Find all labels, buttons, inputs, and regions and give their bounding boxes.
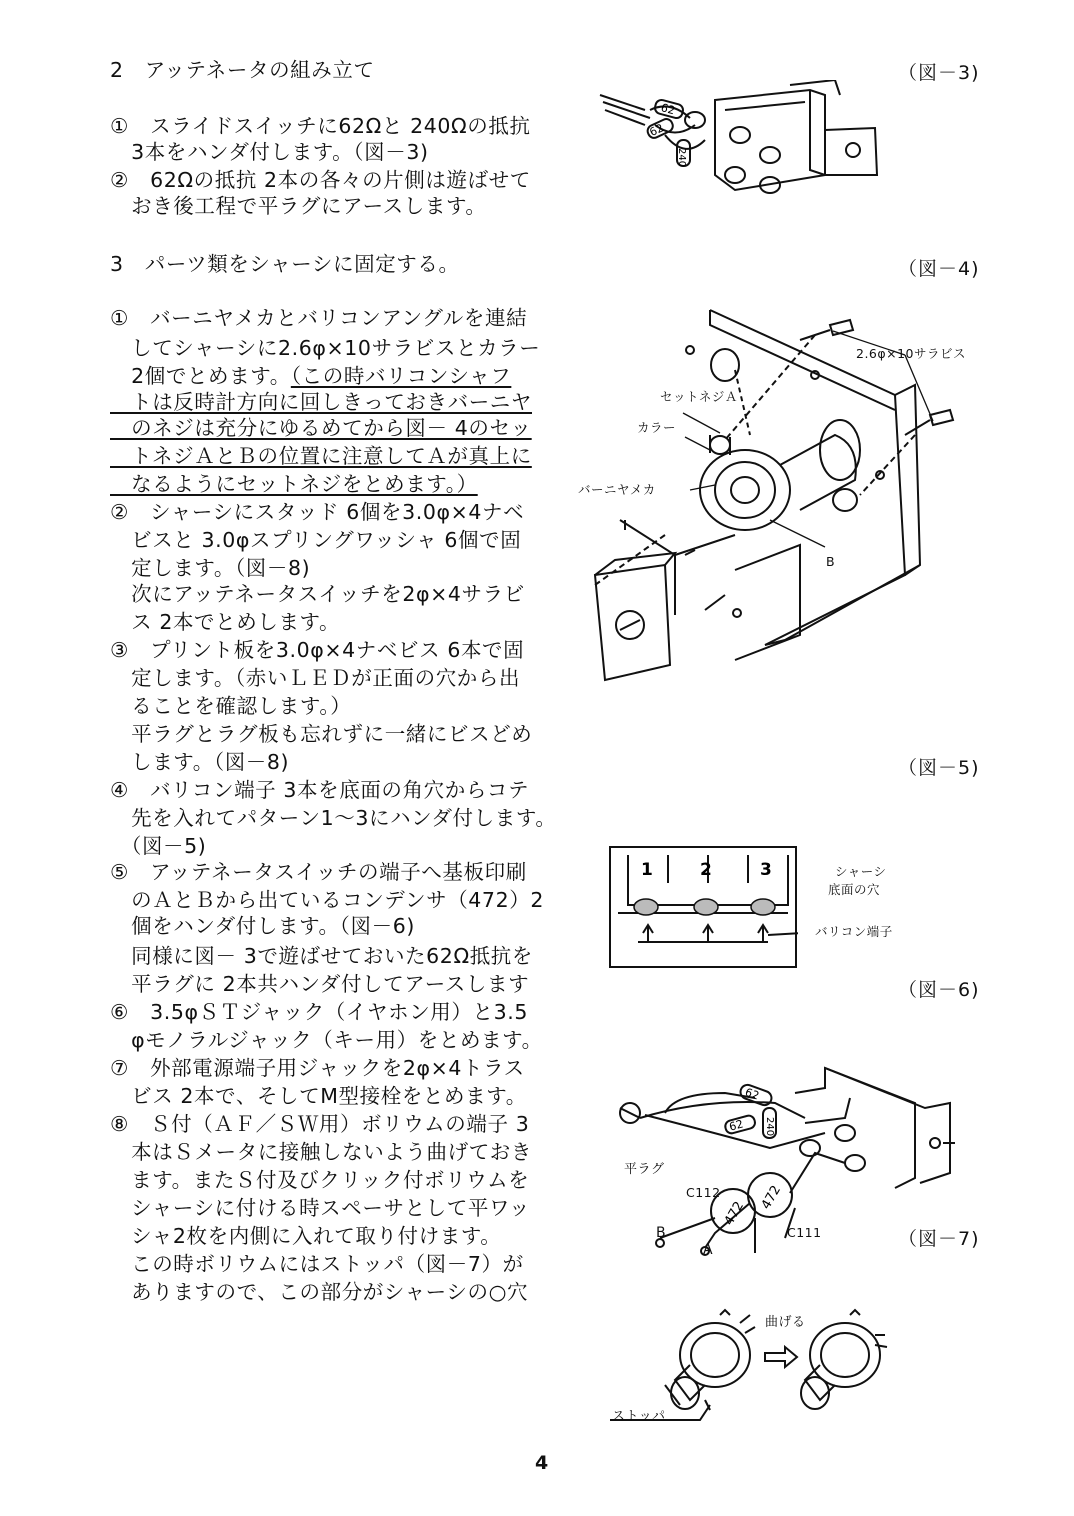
section-3-line bbox=[110, 750, 289, 774]
section-3-line-text: ② シャーシにスタッド 6個を3.0φ×4ナベ bbox=[110, 500, 525, 524]
section-3-line bbox=[110, 582, 525, 606]
section-3-line-text: ④ バリコン端子 3本を底面の角穴からコテ bbox=[110, 778, 530, 802]
section-3-line-text: 次にアッテネータスイッチを2φ×4サラビ bbox=[110, 582, 525, 606]
fig7-cap-472b-label: 472 bbox=[758, 1183, 785, 1213]
section-3-line bbox=[110, 914, 415, 938]
section-3-line-text: 個をハンダ付します。（図－6) bbox=[110, 914, 415, 938]
fig6-chassis-label: シャーシ bbox=[835, 864, 887, 879]
fig3-resistor-240-label: 240 bbox=[676, 148, 687, 168]
section-3-line bbox=[110, 336, 540, 360]
fig6-caption: （図－6) bbox=[898, 979, 980, 1001]
section-3-line bbox=[110, 500, 524, 524]
fig6-chassis-hole-label: 底面の穴 bbox=[828, 882, 881, 897]
section-3-line bbox=[110, 444, 532, 468]
section-3-line bbox=[110, 944, 533, 968]
fig4-set-screw-a-label: セットネジＡ bbox=[660, 389, 738, 404]
section-3-line-text: します。（図－8) bbox=[110, 750, 290, 774]
section-3-line bbox=[110, 1028, 543, 1052]
section-3-line-text: ることを確認します。） bbox=[110, 694, 352, 718]
fig7-b-label: B bbox=[656, 1225, 667, 1241]
section-3-line bbox=[110, 860, 527, 884]
section-3-line bbox=[110, 806, 556, 830]
section-3-line-note: （この時バリコンシャフ bbox=[290, 364, 512, 388]
fig3-caption: （図－3) bbox=[898, 62, 980, 84]
section-3-line bbox=[110, 1196, 530, 1220]
page-number: 4 bbox=[535, 1452, 549, 1474]
section-3-line-text: なるようにセットネジをとめます。） bbox=[110, 472, 478, 496]
section-3-line-text: シャ2枚を内側に入れて取り付けます。 bbox=[110, 1224, 502, 1248]
section-3-line-text: ⑤ アッテネータスイッチの端子へ基板印刷 bbox=[110, 860, 527, 884]
section-3-line-text: 平ラグとラグ板も忘れずに一緒にビスどめ bbox=[110, 722, 533, 746]
section-3-line bbox=[110, 888, 544, 912]
section-3-line bbox=[110, 1084, 527, 1108]
section-2-line: おき後工程で平ラグにアースします。 bbox=[110, 194, 487, 218]
section-3-line bbox=[110, 694, 351, 718]
fig3-resistor-62b-label: 62 bbox=[647, 121, 666, 139]
fig4-screw-label: 2.6φ×10サラビス bbox=[856, 346, 967, 361]
fig4-b-label: B bbox=[826, 554, 836, 569]
section-3-line bbox=[110, 1224, 501, 1248]
fig7-c111-label: C111 bbox=[787, 1225, 822, 1240]
section-3-line-text: ① バーニヤメカとバリコンアングルを連結 bbox=[110, 306, 528, 330]
section-2-line: ① スライドスイッチに62Ωと 240Ωの抵抗 bbox=[110, 114, 531, 138]
section-3-line-text: ビス 2本で、そしてM型接栓をとめます。 bbox=[110, 1084, 527, 1108]
section-3-line bbox=[110, 556, 310, 580]
section-2-line: ② 62Ωの抵抗 2本の各々の片側は遊ばせて bbox=[110, 168, 531, 192]
section-3-line-text: 本はＳメータに接触しないよう曲げておき bbox=[110, 1140, 532, 1164]
fig6-terminal-drawing bbox=[608, 845, 798, 970]
section-3-line-text: シャーシに付ける時スペーサとして平ワッ bbox=[110, 1196, 531, 1220]
fig6-terminal-1: 1 bbox=[641, 860, 653, 880]
section-2-heading: 2 アッテネータの組み立て bbox=[110, 58, 375, 82]
fig3-resistor-62-label: 62 bbox=[659, 101, 677, 118]
section-3-line bbox=[110, 1168, 529, 1192]
section-3-line-text: φモノラルジャック（キー用）をとめます。 bbox=[110, 1028, 543, 1052]
section-3-line-text: （図－5) bbox=[110, 834, 207, 858]
section-3-line bbox=[110, 1280, 528, 1304]
section-3-line-text: 同様に図－ 3で遊ばせておいた62Ω抵抗を bbox=[110, 944, 534, 968]
section-3-line-text: ます。またＳ付及びクリック付ボリウムを bbox=[110, 1168, 530, 1192]
section-3-line bbox=[110, 722, 532, 746]
section-3-line-text: 平ラグに 2本共ハンダ付してアースします bbox=[110, 972, 530, 996]
section-3-line bbox=[110, 1000, 528, 1024]
section-3-line bbox=[110, 610, 340, 634]
fig7-caption: （図－7) bbox=[898, 1228, 980, 1250]
section-3-line-text: トは反時計方向に回しきっておきバーニヤ bbox=[110, 390, 532, 414]
fig7-c112-label: C112 bbox=[686, 1185, 721, 1200]
section-3-line bbox=[110, 972, 529, 996]
fig4-caption: （図－4) bbox=[898, 258, 980, 280]
section-3-line-text: のネジは充分にゆるめてから図－ 4のセッ bbox=[110, 416, 532, 440]
fig3-slide-switch-drawing bbox=[595, 80, 885, 220]
section-3-line bbox=[110, 638, 524, 662]
section-3-line-text: してシャーシに2.6φ×10サラビスとカラー bbox=[110, 336, 541, 360]
section-3-line-text: ⑦ 外部電源端子用ジャックを2φ×4トラス bbox=[110, 1056, 525, 1080]
section-3-line bbox=[110, 390, 532, 414]
section-3-line bbox=[110, 528, 521, 552]
section-3-line-text: この時ボリウムにはストッパ（図－7）が bbox=[110, 1252, 524, 1276]
section-3-line bbox=[110, 666, 520, 690]
fig4-collar-label: カラー bbox=[637, 420, 677, 435]
section-3-line-text: 定します。（図－8) bbox=[110, 556, 311, 580]
fig5-caption: （図－5) bbox=[898, 757, 980, 779]
fig4-vernier-label: バーニヤメカ bbox=[578, 482, 656, 497]
section-3-line-text: ⑧ Ｓ付（ＡＦ／ＳＷ用）ボリウムの端子 3 bbox=[110, 1112, 530, 1136]
section-3-line-text: ⑥ 3.5φＳＴジャック（イヤホン用）と3.5 bbox=[110, 1000, 528, 1024]
section-3-line bbox=[110, 364, 511, 388]
fig7-flat-lug-label: 平ラグ bbox=[624, 1162, 665, 1177]
fig6-terminal-2: 2 bbox=[700, 860, 712, 880]
fig7-resistor-62b-label: 62 bbox=[727, 1117, 745, 1134]
section-2-line: 3本をハンダ付します。（図－3) bbox=[110, 140, 429, 164]
section-3-line-text: 先を入れてパターン1～3にハンダ付します。 bbox=[110, 806, 557, 830]
fig8-bend-label: 曲げる bbox=[765, 1315, 806, 1330]
section-3-line-text: 2個でとめます。 bbox=[110, 364, 291, 388]
section-3-line-text: トネジＡとＢの位置に注意してＡが真上に bbox=[110, 444, 532, 468]
section-3-line-text: ③ プリント板を3.0φ×4ナベビス 6本で固 bbox=[110, 638, 525, 662]
section-3-line-text: 定します。（赤いＬＥＤが正面の穴から出 bbox=[110, 666, 521, 690]
section-3-line bbox=[110, 834, 206, 858]
section-3-line bbox=[110, 472, 478, 496]
fig6-terminal-3: 3 bbox=[760, 860, 772, 880]
fig7-resistor-240-label: 240 bbox=[764, 1117, 775, 1137]
section-3-line bbox=[110, 778, 529, 802]
fig7-cap-472-label: 472 bbox=[721, 1199, 748, 1229]
section-3-line-text: ビスと 3.0φスプリングワッシャ 6個で固 bbox=[110, 528, 522, 552]
section-3-line bbox=[110, 1112, 529, 1136]
section-3-line-text: ス 2本でとめします。 bbox=[110, 610, 341, 634]
section-3-line bbox=[110, 1056, 525, 1080]
section-3-line bbox=[110, 416, 532, 440]
section-3-line bbox=[110, 1252, 524, 1276]
fig7-resistor-62-label: 62 bbox=[743, 1085, 761, 1103]
section-3-line-text: ありますので、この部分がシャーシの○穴 bbox=[110, 1280, 529, 1304]
section-3-heading: 3 パーツ類をシャーシに固定する。 bbox=[110, 252, 460, 276]
section-3-line-text: のＡとＢから出ているコンデンサ（472）2 bbox=[110, 888, 544, 912]
fig8-stopper-label: ストッパ bbox=[612, 1409, 666, 1424]
section-3-line bbox=[110, 306, 527, 330]
fig7-a-label: A bbox=[703, 1242, 714, 1258]
section-3-line bbox=[110, 1140, 532, 1164]
fig6-terminal-label: バリコン端子 bbox=[815, 924, 893, 939]
